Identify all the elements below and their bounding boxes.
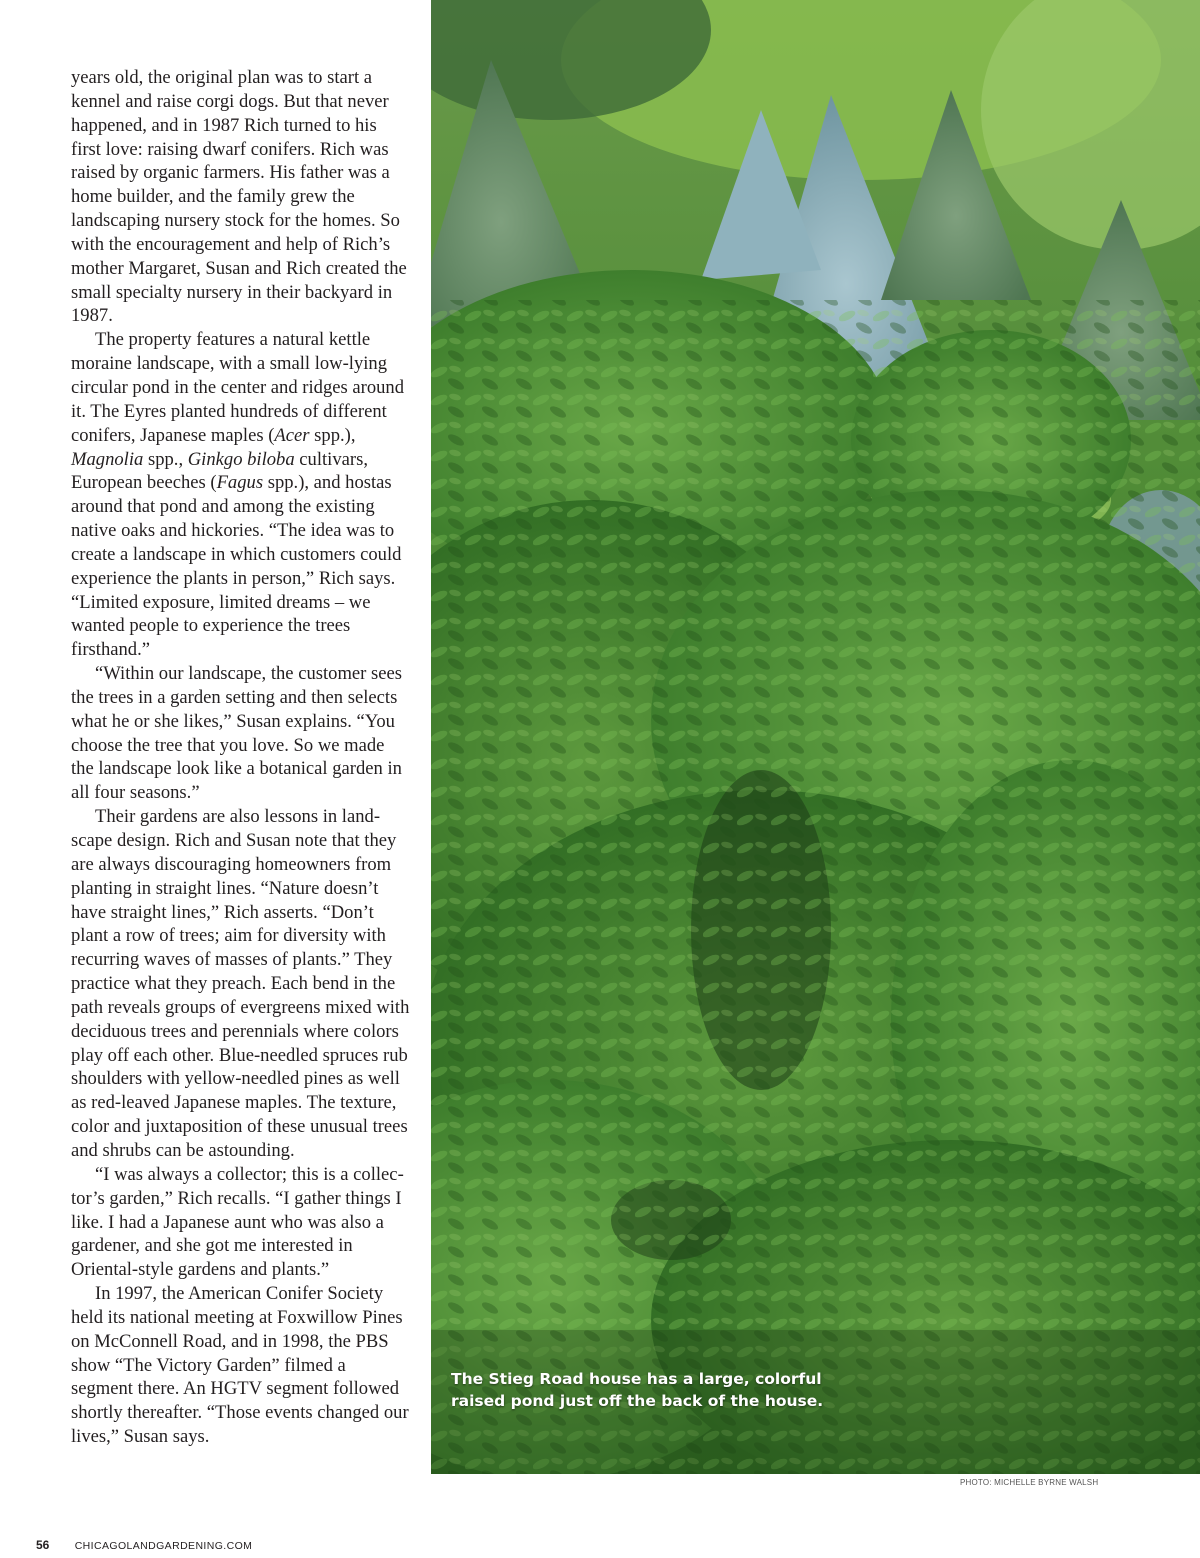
paragraph-6: In 1997, the American Conifer Society held its national meeting at Foxwillow Pines on McConnell Road, and in 1998, the PBS show “The Victory Garden” filmed a segment there. An HGTV segment followed shortly thereafter. “Those events changed our lives,” Susan says. — [71, 1283, 409, 1448]
garden-photo — [431, 0, 1200, 1474]
photo-caption-line-2: raised pond just off the back of the house. — [451, 1392, 824, 1410]
article-body-column — [71, 66, 411, 1449]
page-footer — [36, 1538, 252, 1552]
paragraph-2: The property features a natural kettle moraine landscape, with a small low-lying circular pond in the center and ridges around it. The Eyres planted hundreds of different conifers, Japanese maples (Acer spp.), Magnolia spp., Ginkgo biloba cultivars, European beeches (Fagus spp.), and hostas around that pond and among the existing native oaks and hickories. “The idea was to create a landscape in which customers could experience the plants in person,” Rich says. “Limited exposure, limited dreams – we wanted people to experience the trees firsthand.” — [71, 329, 405, 661]
paragraph-3: “Within our landscape, the customer sees the trees in a garden setting and then selects what he or she likes,” Susan explains. “You choose the tree that you love. So we made the landscape look like a botanical garden in all four seasons.” — [71, 663, 402, 804]
page-number: 56 — [36, 1538, 50, 1552]
photo-credit: PHOTO: MICHELLE BYRNE WALSH — [960, 1478, 1099, 1487]
paragraph-1: years old, the original plan was to start a kennel and raise corgi dogs. But that never happened, and in 1987 Rich turned to his first love: raising dwarf conifers. Rich was raised by organic farmers. His father was a home builder, and the family grew the landscaping nursery stock for the homes. So with the encouragement and help of Rich’s mother Margaret, Susan and Rich created the small specialty nursery in their backyard in 1987. — [71, 67, 407, 327]
paragraph-5: “I was always a collector; this is a collector’s garden,” Rich recalls. “I gather things I like. I had a Japanese aunt who was also a gardener, and she got me interested in Oriental-style gardens and plants.” — [71, 1163, 404, 1281]
garden-photo-illustration — [431, 0, 1200, 1474]
website-url: CHICAGOLANDGARDENING.COM — [74, 1540, 253, 1552]
photo-caption-line-1: The Stieg Road house has a large, colorful — [451, 1370, 822, 1388]
photo-caption — [451, 1368, 851, 1412]
paragraph-4: Their gardens are also lessons in landscape design. Rich and Susan note that they are always discouraging homeowners from planting in straight lines. “Nature doesn’t have straight lines,” Rich asserts. “Don’t plant a row of trees; aim for diversity with recurring waves of masses of plants.” They practice what they preach. Each bend in the path reveals groups of evergreens mixed with deciduous trees and perennials where colors play off each other. Blue-needled spruces rub shoulders with yellow-needled pines as well as red-leaved Japanese maples. The texture, color and juxtaposition of these unusual trees and shrubs can be astounding. — [71, 806, 410, 1161]
